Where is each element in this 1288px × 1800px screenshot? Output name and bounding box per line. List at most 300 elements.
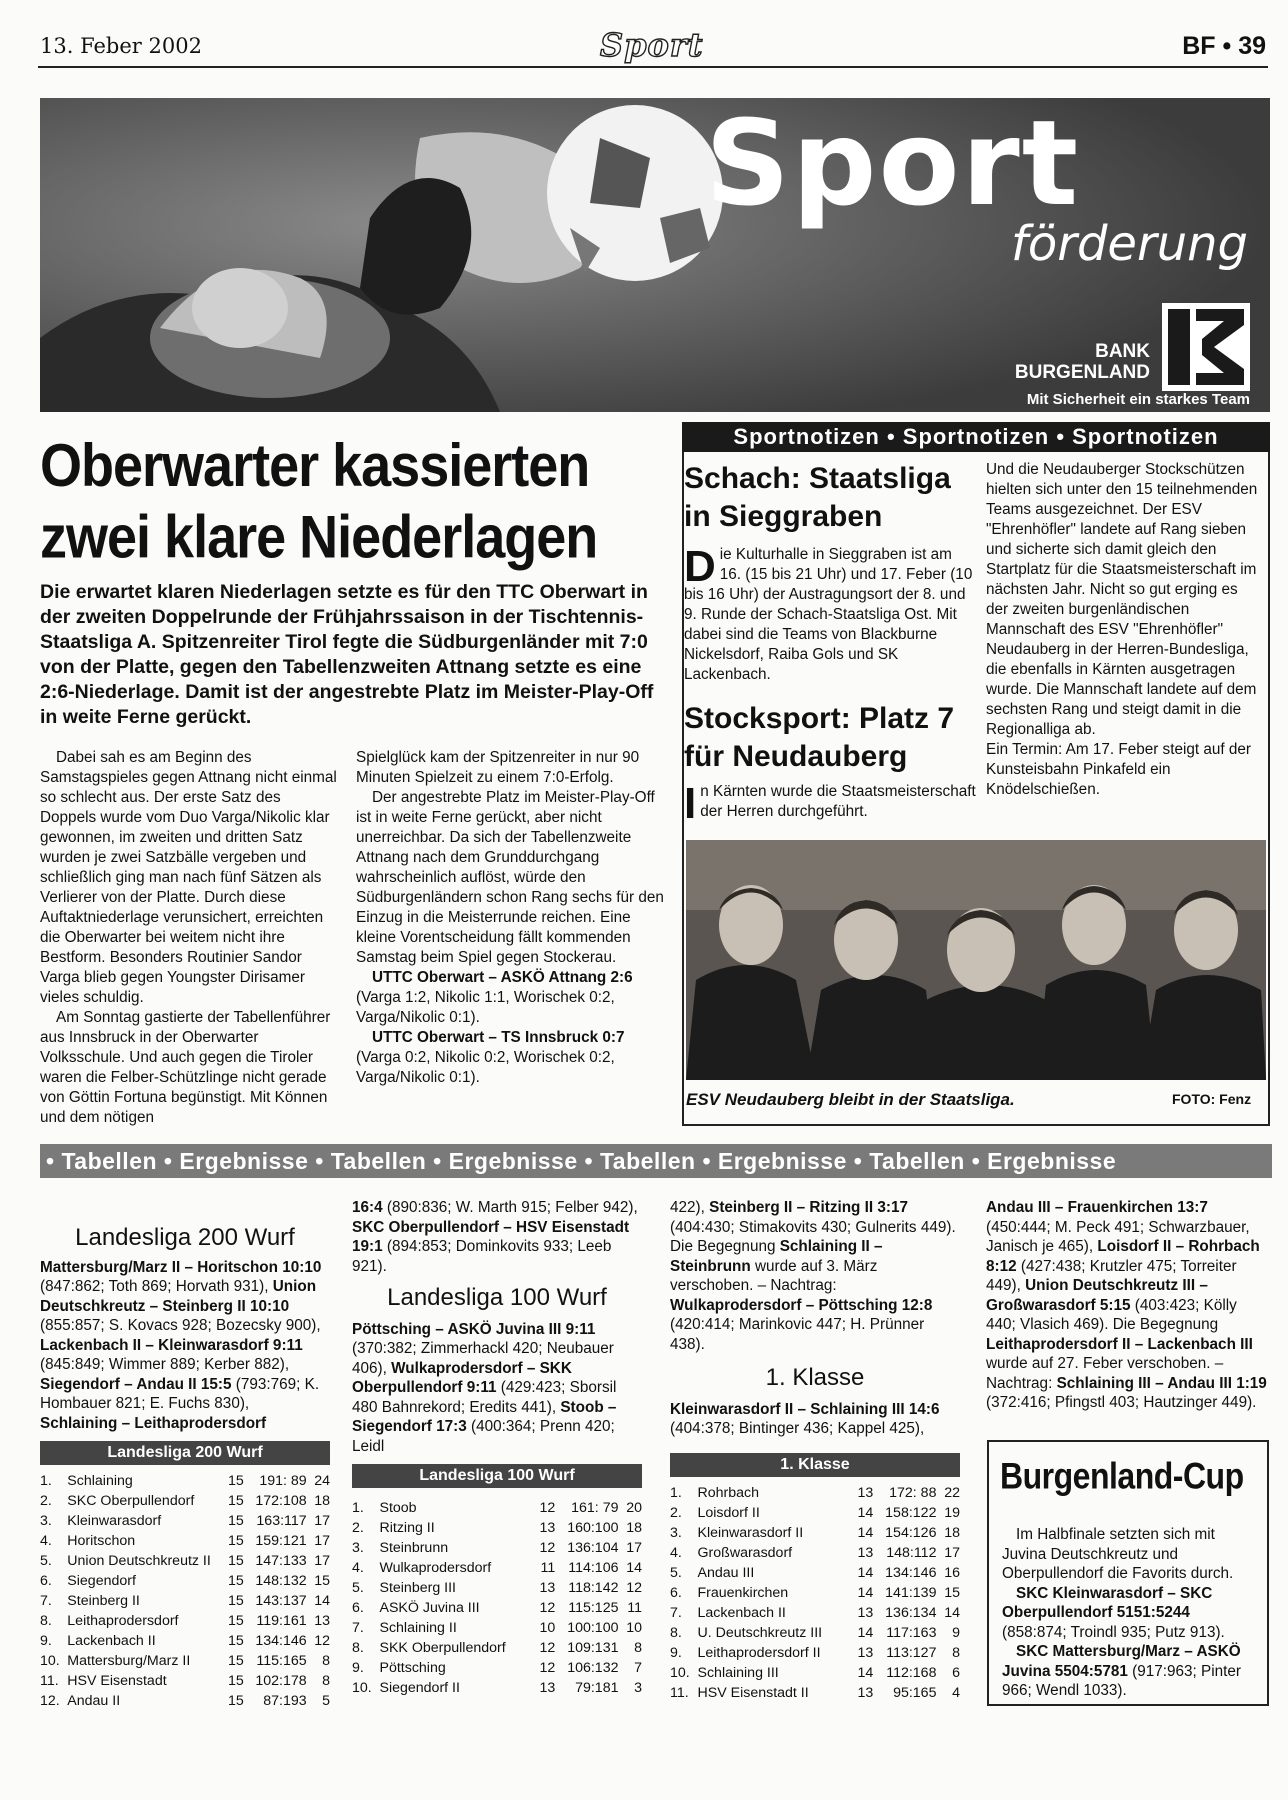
- games-cell: 12: [539, 1540, 556, 1556]
- points-ratio-cell: 159:121: [255, 1533, 307, 1549]
- rank-cell: 5.: [352, 1580, 364, 1596]
- result-pairing: Lackenbach II – Kleinwarasdorf 9:11: [40, 1336, 303, 1354]
- table-row: [352, 1658, 642, 1678]
- result-detail: (404:430; Stimakovits 430; Gulnerits 449). Die Begegnung: [670, 1218, 956, 1255]
- article-column-2: [356, 748, 668, 1088]
- bank-slogan: Mit Sicherheit ein starkes Team: [1026, 391, 1250, 408]
- score-cell: 12: [314, 1633, 330, 1649]
- rank-cell: 8.: [670, 1624, 682, 1641]
- table-title: 1. Klasse: [670, 1453, 960, 1477]
- table-row: [40, 1531, 330, 1551]
- games-cell: 15: [227, 1613, 244, 1629]
- result-pairing: Siegendorf – Andau II 15:5: [40, 1375, 232, 1393]
- result-detail: (403:423; Kölly 440; Vlasich 469). Die Begegnung: [986, 1296, 1237, 1333]
- points-ratio-cell: 95:165: [893, 1684, 937, 1701]
- chess-body: ie Kulturhalle in Sieggraben ist am 16. (15 bis 21 Uhr) und 17. Feber (10 bis 16 Uhr) der Austragungsort der 8. und 9. Runde der Schach-Staatsliga Ost. Mit dabei sind die Teams von Blackburne Nickelsdorf, Raiba Gols und SK Lackenbach.: [684, 546, 973, 683]
- results-column-4: [986, 1198, 1270, 1413]
- result-text: [670, 1400, 960, 1439]
- score-cell: 24: [314, 1473, 330, 1489]
- sportfoerderung-banner: [40, 98, 1270, 412]
- bank-logo-icon: [1162, 303, 1250, 391]
- rank-cell: 3.: [40, 1513, 52, 1529]
- table-row: [670, 1583, 960, 1603]
- table-row: [352, 1638, 642, 1658]
- match-result-head: UTTC Oberwart – ASKÖ Attnang 2:6: [372, 969, 633, 986]
- points-ratio-cell: 79:181: [575, 1680, 619, 1696]
- match-result-detail: (Varga 1:2, Nikolic 1:1, Worischek 0:2, Varga/Nikolic 0:1).: [356, 989, 615, 1026]
- result-pairing: Wulkaprodersdorf – SKK Oberpullendorf 9:11: [352, 1359, 572, 1396]
- score-cell: 22: [944, 1484, 960, 1501]
- games-cell: 12: [539, 1640, 556, 1656]
- issue-date: 13. Feber 2002: [40, 34, 202, 58]
- team-cell: Wulkaprodersdorf: [379, 1560, 492, 1576]
- table-row: [670, 1643, 960, 1663]
- games-cell: 15: [227, 1513, 244, 1529]
- result-pairing: 16:4: [352, 1199, 383, 1216]
- rank-cell: 6.: [352, 1600, 364, 1616]
- points-ratio-cell: 134:146: [885, 1564, 937, 1581]
- photo-caption: ESV Neudauberg bleibt in der Staatsliga.: [686, 1090, 1015, 1109]
- section-title: Sport: [600, 26, 704, 64]
- table-row: [670, 1623, 960, 1643]
- points-ratio-cell: 115:125: [568, 1600, 619, 1616]
- team-cell: Stoob: [379, 1500, 417, 1516]
- points-ratio-cell: 191: 89: [259, 1473, 307, 1489]
- results-column-1: [40, 1224, 330, 1711]
- rank-cell: 1.: [670, 1484, 682, 1501]
- standings-table: [352, 1498, 642, 1698]
- team-cell: Pöttsching: [379, 1660, 446, 1676]
- table-row: [40, 1651, 330, 1671]
- result-pairing: Stoob – Siegendorf 17:3: [352, 1398, 617, 1435]
- table-row: [670, 1483, 960, 1503]
- rank-cell: 1.: [40, 1473, 52, 1489]
- games-cell: 14: [857, 1664, 874, 1681]
- points-ratio-cell: 172: 88: [889, 1484, 937, 1501]
- table-row: [352, 1518, 642, 1538]
- table-row: [670, 1683, 960, 1703]
- rank-cell: 11.: [40, 1673, 59, 1689]
- score-cell: 12: [626, 1580, 642, 1596]
- result-pairing: Pöttsching – ASKÖ Juvina III 9:11: [352, 1320, 596, 1338]
- result-pairing: Schlaining III – Andau III 1:19: [1056, 1374, 1267, 1392]
- rank-cell: 10.: [670, 1664, 690, 1681]
- article-headline: Oberwarter kassierten zwei klare Niederlagen: [40, 432, 598, 572]
- score-cell: 20: [626, 1500, 642, 1516]
- score-cell: 18: [944, 1524, 960, 1541]
- table-row: [40, 1611, 330, 1631]
- result-text: [670, 1198, 960, 1354]
- games-cell: 15: [227, 1593, 244, 1609]
- games-cell: 15: [227, 1533, 244, 1549]
- score-cell: 4: [952, 1684, 960, 1701]
- points-ratio-cell: 112:168: [886, 1664, 937, 1681]
- result-pairing: Union Deutschkreutz – Steinberg II 10:10: [40, 1278, 317, 1315]
- games-cell: 10: [539, 1620, 556, 1636]
- games-cell: 15: [227, 1653, 244, 1669]
- rank-cell: 5.: [670, 1564, 682, 1581]
- result-detail: (420:414; Marinkovic 447; H. Prünner 438).: [670, 1316, 925, 1353]
- team-cell: Ritzing II: [379, 1520, 435, 1536]
- score-cell: 17: [626, 1540, 642, 1556]
- score-cell: 14: [944, 1604, 960, 1621]
- games-cell: 14: [857, 1584, 874, 1601]
- rank-cell: 9.: [670, 1644, 682, 1661]
- bank-name-line2: BURGENLAND: [1014, 362, 1150, 383]
- team-cell: Andau II: [67, 1693, 121, 1709]
- result-pairing: Schlaining II – Steinbrunn: [670, 1238, 883, 1275]
- result-pairing: SKC Oberpullendorf – HSV Eisenstadt 19:1: [352, 1218, 630, 1255]
- table-row: [40, 1471, 330, 1491]
- result-pairing: Andau III – Frauenkirchen 13:7: [986, 1199, 1208, 1216]
- rank-cell: 7.: [670, 1604, 682, 1621]
- table-row: [670, 1603, 960, 1623]
- team-cell: Loisdorf II: [697, 1504, 760, 1521]
- drop-cap: D: [684, 542, 716, 591]
- score-cell: 15: [944, 1584, 960, 1601]
- result-text: [352, 1198, 642, 1276]
- notes-column-2: [986, 460, 1264, 800]
- rank-cell: 12.: [40, 1693, 60, 1709]
- table-row: [352, 1618, 642, 1638]
- games-cell: 12: [539, 1500, 556, 1516]
- table-row: [352, 1558, 642, 1578]
- rank-cell: 3.: [670, 1524, 682, 1541]
- games-cell: 15: [227, 1693, 244, 1709]
- games-cell: 11: [540, 1560, 556, 1576]
- team-cell: Steinbrunn: [379, 1540, 449, 1556]
- article-lead: Die erwartet klaren Niederlagen setzte es für den TTC Oberwart in der zweiten Doppelrunde der Frühjahrssaison in der Tischtennis-Staatsliga A. Spitzenreiter Tirol fegte die Südburgenländer mit 7:0 von der Platte, gegen den Tabellenzweiten Attnang setzte es eine 2:6-Niederlage. Damit ist der angestrebte Platz im Meister-Play-Off in weite Ferne gerückt.: [40, 581, 654, 728]
- table-row: [670, 1523, 960, 1543]
- score-cell: 17: [314, 1533, 330, 1549]
- match-result: [356, 968, 668, 1028]
- page-number: BF • 39: [1182, 32, 1266, 60]
- result-pairing: Mattersburg/Marz II – Horitschon 10:10: [40, 1258, 322, 1276]
- table-row: [40, 1511, 330, 1531]
- result-pairing: Union Deutschkreutz III – Großwarasdorf 5:15: [986, 1277, 1208, 1314]
- team-cell: Leithaprodersdorf II: [697, 1644, 821, 1661]
- result-pairing: Steinberg II – Ritzing II 3:17: [709, 1199, 909, 1216]
- team-cell: Großwarasdorf: [697, 1544, 793, 1561]
- rank-cell: 10.: [40, 1653, 60, 1669]
- team-cell: Siegendorf II: [379, 1680, 460, 1696]
- team-cell: U. Deutschkreutz III: [697, 1624, 823, 1641]
- score-cell: 18: [626, 1520, 642, 1536]
- score-cell: 13: [314, 1613, 330, 1629]
- games-cell: 13: [857, 1644, 874, 1661]
- score-cell: 19: [944, 1504, 960, 1521]
- team-cell: Andau III: [697, 1564, 755, 1581]
- score-cell: 7: [634, 1660, 642, 1676]
- rank-cell: 8.: [352, 1640, 364, 1656]
- section-heading: Landesliga 100 Wurf: [387, 1284, 607, 1311]
- table-row: [352, 1598, 642, 1618]
- table-row: [40, 1671, 330, 1691]
- result-text: [986, 1198, 1270, 1413]
- team-cell: Union Deutschkreutz II: [67, 1553, 211, 1569]
- points-ratio-cell: 147:133: [255, 1553, 307, 1569]
- rank-cell: 1.: [352, 1500, 364, 1516]
- team-cell: Rohrbach: [697, 1484, 760, 1501]
- table-row: [670, 1663, 960, 1683]
- team-cell: Mattersburg/Marz II: [67, 1653, 191, 1669]
- results-column-2: [352, 1198, 642, 1698]
- score-cell: 8: [322, 1653, 330, 1669]
- games-cell: 12: [539, 1600, 556, 1616]
- rank-cell: 2.: [670, 1504, 682, 1521]
- rank-cell: 4.: [40, 1533, 52, 1549]
- points-ratio-cell: 160:100: [567, 1520, 619, 1536]
- score-cell: 11: [627, 1600, 642, 1616]
- points-ratio-cell: 118:142: [568, 1580, 619, 1596]
- results-column-3: [670, 1198, 960, 1703]
- games-cell: 15: [227, 1633, 244, 1649]
- table-row: [352, 1498, 642, 1518]
- table-row: [40, 1591, 330, 1611]
- chess-text: [684, 542, 976, 685]
- score-cell: 8: [322, 1673, 330, 1689]
- table-row: [352, 1538, 642, 1558]
- table-row: [40, 1491, 330, 1511]
- result-detail: (450:444; M. Peck 491; Schwarzbauer, Janisch je 465),: [986, 1218, 1250, 1255]
- points-ratio-cell: 148:112: [886, 1544, 937, 1561]
- games-cell: 13: [857, 1684, 874, 1701]
- table-row: [40, 1551, 330, 1571]
- points-ratio-cell: 100:100: [567, 1620, 619, 1636]
- notes-paragraph: Ein Termin: Am 17. Feber steigt auf der Kunsteisbahn Pinkafeld ein Knödelschießen.: [986, 741, 1251, 798]
- match-result: [356, 1028, 668, 1088]
- points-ratio-cell: 148:132: [255, 1573, 307, 1589]
- rank-cell: 7.: [352, 1620, 364, 1636]
- result-detail: (855:857; S. Kovacs 928; Bozecsky 900),: [40, 1317, 321, 1334]
- rank-cell: 9.: [40, 1633, 52, 1649]
- banner-title: Sport: [705, 98, 1081, 232]
- games-cell: 14: [857, 1504, 874, 1521]
- notes-paragraph: Und die Neudauberger Stockschützen hielten sich unter den 15 teilnehmenden Teams ausgezeichnet. Der ESV "Ehrenhöfler" landete auf Rang sieben und sicherte sich damit gleich den Startplatz für die Staatsmeisterschaft im nächsten Jahr. Nicht so gut erging es der zweiten burgenländischen Mannschaft des ESV "Ehrenhöfler" Neudauberg in der Herren-Bundesliga, die ebenfalls in Kärnten ausgetragen wurde. Die Mannschaft landete auf dem sechsten Rang und steigt damit in die Regionalliga ab.: [986, 461, 1258, 738]
- cup-result-head: SKC Kleinwarasdorf – SKC Oberpullendorf 5151:5244: [1002, 1584, 1213, 1621]
- result-detail: wurde auf 3. März verschoben. – Nachtrag:: [670, 1257, 878, 1294]
- result-detail: (890:836; W. Marth 915; Felber 942),: [382, 1199, 638, 1216]
- bank-name: [910, 341, 1150, 383]
- score-cell: 9: [952, 1624, 960, 1641]
- team-cell: Siegendorf: [67, 1573, 136, 1589]
- team-photo: [686, 840, 1266, 1080]
- points-ratio-cell: 143:137: [255, 1593, 307, 1609]
- result-detail: (400:364; Prenn 420; Leidl: [352, 1418, 615, 1455]
- cup-result-head: SKC Mattersburg/Marz – ASKÖ Juvina 5504:5781: [1002, 1643, 1241, 1680]
- result-pairing: Loisdorf II – Rohrbach 8:12: [986, 1238, 1260, 1275]
- result-detail: (370:382; Zimmerhackl 420; Neubauer 406),: [352, 1340, 614, 1377]
- points-ratio-cell: 87:193: [263, 1693, 307, 1709]
- team-cell: Steinberg III: [379, 1580, 456, 1596]
- team-cell: Schlaining II: [379, 1620, 457, 1636]
- rank-cell: 6.: [670, 1584, 682, 1601]
- score-cell: 6: [952, 1664, 960, 1681]
- banner-subtitle: förderung: [1010, 216, 1248, 272]
- section-heading: Landesliga 200 Wurf: [75, 1224, 295, 1251]
- score-cell: 17: [944, 1544, 960, 1561]
- team-cell: SKC Oberpullendorf: [67, 1493, 195, 1509]
- result-detail: (429:423; Sborsil 480 Bahnrekord; Eredits 441),: [352, 1379, 617, 1416]
- cup-result-detail: (917:963; Pinter 966; Wendl 1033).: [1002, 1662, 1241, 1699]
- result-text: [352, 1320, 642, 1457]
- result-detail: (372:416; Pfingstl 403; Hautzinger 449).: [986, 1394, 1257, 1411]
- games-cell: 13: [857, 1604, 874, 1621]
- score-cell: 5: [322, 1693, 330, 1709]
- stocksport-headline: Stocksport: Platz 7 für Neudauberg: [684, 702, 955, 773]
- result-detail: (793:769; K. Hombauer 821; E. Fuchs 830),: [40, 1375, 320, 1412]
- result-detail: (894:853; Dominkovits 933; Leeb 921).: [352, 1238, 612, 1275]
- team-cell: Schlaining III: [697, 1664, 779, 1681]
- result-pairing: Schlaining – Leithaprodersdorf: [40, 1414, 267, 1432]
- table-row: [40, 1631, 330, 1651]
- table-row: [670, 1563, 960, 1583]
- team-cell: ASKÖ Juvina III: [379, 1600, 480, 1616]
- score-cell: 10: [626, 1620, 642, 1636]
- team-photo-image: [686, 840, 1266, 1080]
- table-row: [670, 1543, 960, 1563]
- games-cell: 15: [227, 1473, 244, 1489]
- score-cell: 14: [626, 1560, 642, 1576]
- score-cell: 15: [314, 1573, 330, 1589]
- score-cell: 14: [314, 1593, 330, 1609]
- cup-headline: Burgenland-Cup: [1000, 1455, 1244, 1497]
- standings-table: [670, 1483, 960, 1703]
- team-cell: Leithaprodersdorf: [67, 1613, 179, 1629]
- games-cell: 14: [857, 1624, 874, 1641]
- rank-cell: 10.: [352, 1680, 372, 1696]
- team-cell: HSV Eisenstadt: [67, 1673, 167, 1689]
- result-pairing: Leithaprodersdorf II – Lackenbach III: [986, 1335, 1253, 1353]
- games-cell: 15: [227, 1493, 244, 1509]
- result-detail: (847:862; Toth 869; Horvath 931),: [40, 1278, 273, 1295]
- rank-cell: 5.: [40, 1553, 52, 1569]
- cup-result: [1002, 1584, 1258, 1643]
- table-row: [352, 1578, 642, 1598]
- team-cell: Frauenkirchen: [697, 1584, 789, 1601]
- bank-name-line1: BANK: [1095, 341, 1150, 362]
- stocksport-text: [684, 779, 976, 828]
- cup-result: [1002, 1642, 1258, 1701]
- article-paragraph: Der angestrebte Platz im Meister-Play-Off ist in weite Ferne gerückt, aber nicht unerreichbar. Da sich der Tabellenzweite Attnang nach dem Grunddurchgang wahrscheinlich auflöst, würde den Südburgenländern schon Rang sechs für den Einzug in die Meisterrunde reichen. Eine kleine Vorentscheidung fällt kommenden Samstag beim Spiel gegen Stockerau.: [356, 789, 664, 966]
- rank-cell: 4.: [352, 1560, 364, 1576]
- games-cell: 12: [539, 1660, 556, 1676]
- bank-burgenland-logo: [1162, 303, 1250, 391]
- score-cell: 16: [944, 1564, 960, 1581]
- score-cell: 18: [314, 1493, 330, 1509]
- rank-cell: 3.: [352, 1540, 364, 1556]
- stocksport-body: n Kärnten wurde die Staatsmeisterschaft der Herren durchgeführt.: [700, 783, 976, 820]
- sportnotizen-bar: Sportnotizen • Sportnotizen • Sportnotizen: [682, 422, 1270, 452]
- team-cell: SKK Oberpullendorf: [379, 1640, 506, 1656]
- table-row: [352, 1678, 642, 1698]
- result-detail: (427:438; Krutzler 475; Torreiter 449),: [986, 1257, 1237, 1294]
- score-cell: 8: [952, 1644, 960, 1661]
- team-cell: Kleinwarasdorf: [67, 1513, 162, 1529]
- games-cell: 13: [857, 1484, 874, 1501]
- rank-cell: 8.: [40, 1613, 52, 1629]
- match-result-head: UTTC Oberwart – TS Innsbruck 0:7: [372, 1029, 625, 1046]
- result-pairing: Kleinwarasdorf II – Schlaining III 14:6: [670, 1400, 940, 1418]
- rank-cell: 4.: [670, 1544, 682, 1561]
- rank-cell: 7.: [40, 1593, 52, 1609]
- games-cell: 13: [539, 1680, 556, 1696]
- result-detail: 422),: [670, 1199, 710, 1216]
- points-ratio-cell: 114:106: [568, 1560, 619, 1576]
- points-ratio-cell: 102:178: [255, 1673, 307, 1689]
- points-ratio-cell: 113:127: [886, 1644, 937, 1661]
- article-paragraph: Spielglück kam der Spitzenreiter in nur 90 Minuten Spielzeit zu einem 7:0-Erfolg.: [356, 749, 640, 786]
- games-cell: 13: [539, 1580, 556, 1596]
- points-ratio-cell: 115:165: [256, 1653, 307, 1669]
- points-ratio-cell: 154:126: [885, 1524, 937, 1541]
- team-cell: Kleinwarasdorf II: [697, 1524, 804, 1541]
- cup-result-detail: (858:874; Troindl 935; Putz 913).: [1002, 1623, 1225, 1641]
- points-ratio-cell: 117:163: [886, 1624, 937, 1641]
- cup-intro: Im Halbfinale setzten sich mit Juvina Deutschkreutz und Oberpullendorf die Favorits durch.: [1002, 1526, 1234, 1582]
- games-cell: 13: [539, 1520, 556, 1536]
- points-ratio-cell: 161: 79: [571, 1500, 619, 1516]
- header-rule: [38, 66, 1268, 68]
- match-result-detail: (Varga 0:2, Nikolic 0:2, Worischek 0:2, Varga/Nikolic 0:1).: [356, 1049, 615, 1086]
- games-cell: 13: [857, 1544, 874, 1561]
- table-title: Landesliga 200 Wurf: [40, 1441, 330, 1465]
- games-cell: 15: [227, 1673, 244, 1689]
- points-ratio-cell: 109:131: [567, 1640, 619, 1656]
- team-cell: Horitschon: [67, 1533, 136, 1549]
- points-ratio-cell: 158:122: [885, 1504, 937, 1521]
- team-cell: HSV Eisenstadt II: [697, 1684, 809, 1701]
- photo-credit: FOTO: Fenz: [1172, 1091, 1252, 1107]
- result-pairing: Wulkaprodersdorf – Pöttsching 12:8: [670, 1296, 933, 1314]
- table-row: [670, 1503, 960, 1523]
- score-cell: 17: [314, 1553, 330, 1569]
- chess-headline: Schach: Staatsliga in Sieggraben: [684, 462, 951, 533]
- games-cell: 15: [227, 1573, 244, 1589]
- table-row: [40, 1691, 330, 1711]
- points-ratio-cell: 172:108: [255, 1493, 307, 1509]
- points-ratio-cell: 136:104: [567, 1540, 619, 1556]
- drop-cap: I: [684, 779, 697, 828]
- points-ratio-cell: 106:132: [567, 1660, 619, 1676]
- score-cell: 3: [634, 1680, 642, 1696]
- rank-cell: 9.: [352, 1660, 364, 1676]
- points-ratio-cell: 119:161: [256, 1613, 307, 1629]
- result-detail: (404:378; Bintinger 436; Kappel 425),: [670, 1420, 925, 1437]
- team-cell: Schlaining: [67, 1473, 133, 1489]
- section-heading: 1. Klasse: [765, 1364, 865, 1391]
- rank-cell: 11.: [670, 1684, 689, 1701]
- points-ratio-cell: 136:134: [885, 1604, 937, 1621]
- rank-cell: 2.: [352, 1520, 364, 1536]
- points-ratio-cell: 134:146: [255, 1633, 307, 1649]
- team-cell: Lackenbach II: [697, 1604, 786, 1621]
- result-detail: (845:849; Wimmer 889; Kerber 882),: [40, 1356, 290, 1373]
- cup-text: [1002, 1525, 1258, 1701]
- article-column-1: [40, 748, 340, 1128]
- games-cell: 15: [227, 1553, 244, 1569]
- results-bar: • Tabellen • Ergebnisse • Tabellen • Ergebnisse • Tabellen • Ergebnisse • Tabellen • Ergebnisse: [40, 1144, 1272, 1178]
- table-title: Landesliga 100 Wurf: [352, 1464, 642, 1488]
- article-paragraph: Am Sonntag gastierte der Tabellenführer aus Innsbruck in der Oberwarter Volksschule. Und auch gegen die Tiroler waren die Felber-Schützlinge nicht gerade von Göttin Fortuna begünstigt. Mit Können und dem nötigen: [40, 1009, 331, 1126]
- rank-cell: 6.: [40, 1573, 52, 1589]
- points-ratio-cell: 163:117: [256, 1513, 307, 1529]
- result-detail: wurde auf 27. Feber verschoben. – Nachtrag:: [986, 1355, 1224, 1392]
- team-cell: Steinberg II: [67, 1593, 140, 1609]
- article-paragraph: Dabei sah es am Beginn des Samstagspieles gegen Attnang nicht einmal so schlecht aus. Der erste Satz des Doppels wurde vom Duo Varga/Nikolic klar gewonnen, im zweiten und dritten Satz wurden je zwei Satzbälle vergeben und schließlich ging man nach fünf Sätzen als Verlierer von der Platte. Durch diese Auftaktniederlage verunsichert, erreichten die Oberwarter bei weitem nicht ihre Bestform. Besonders Routinier Sandor Varga blieb gegen Youngster Dirisamer vieles schuldig.: [40, 749, 337, 1006]
- rank-cell: 2.: [40, 1493, 52, 1509]
- games-cell: 14: [857, 1564, 874, 1581]
